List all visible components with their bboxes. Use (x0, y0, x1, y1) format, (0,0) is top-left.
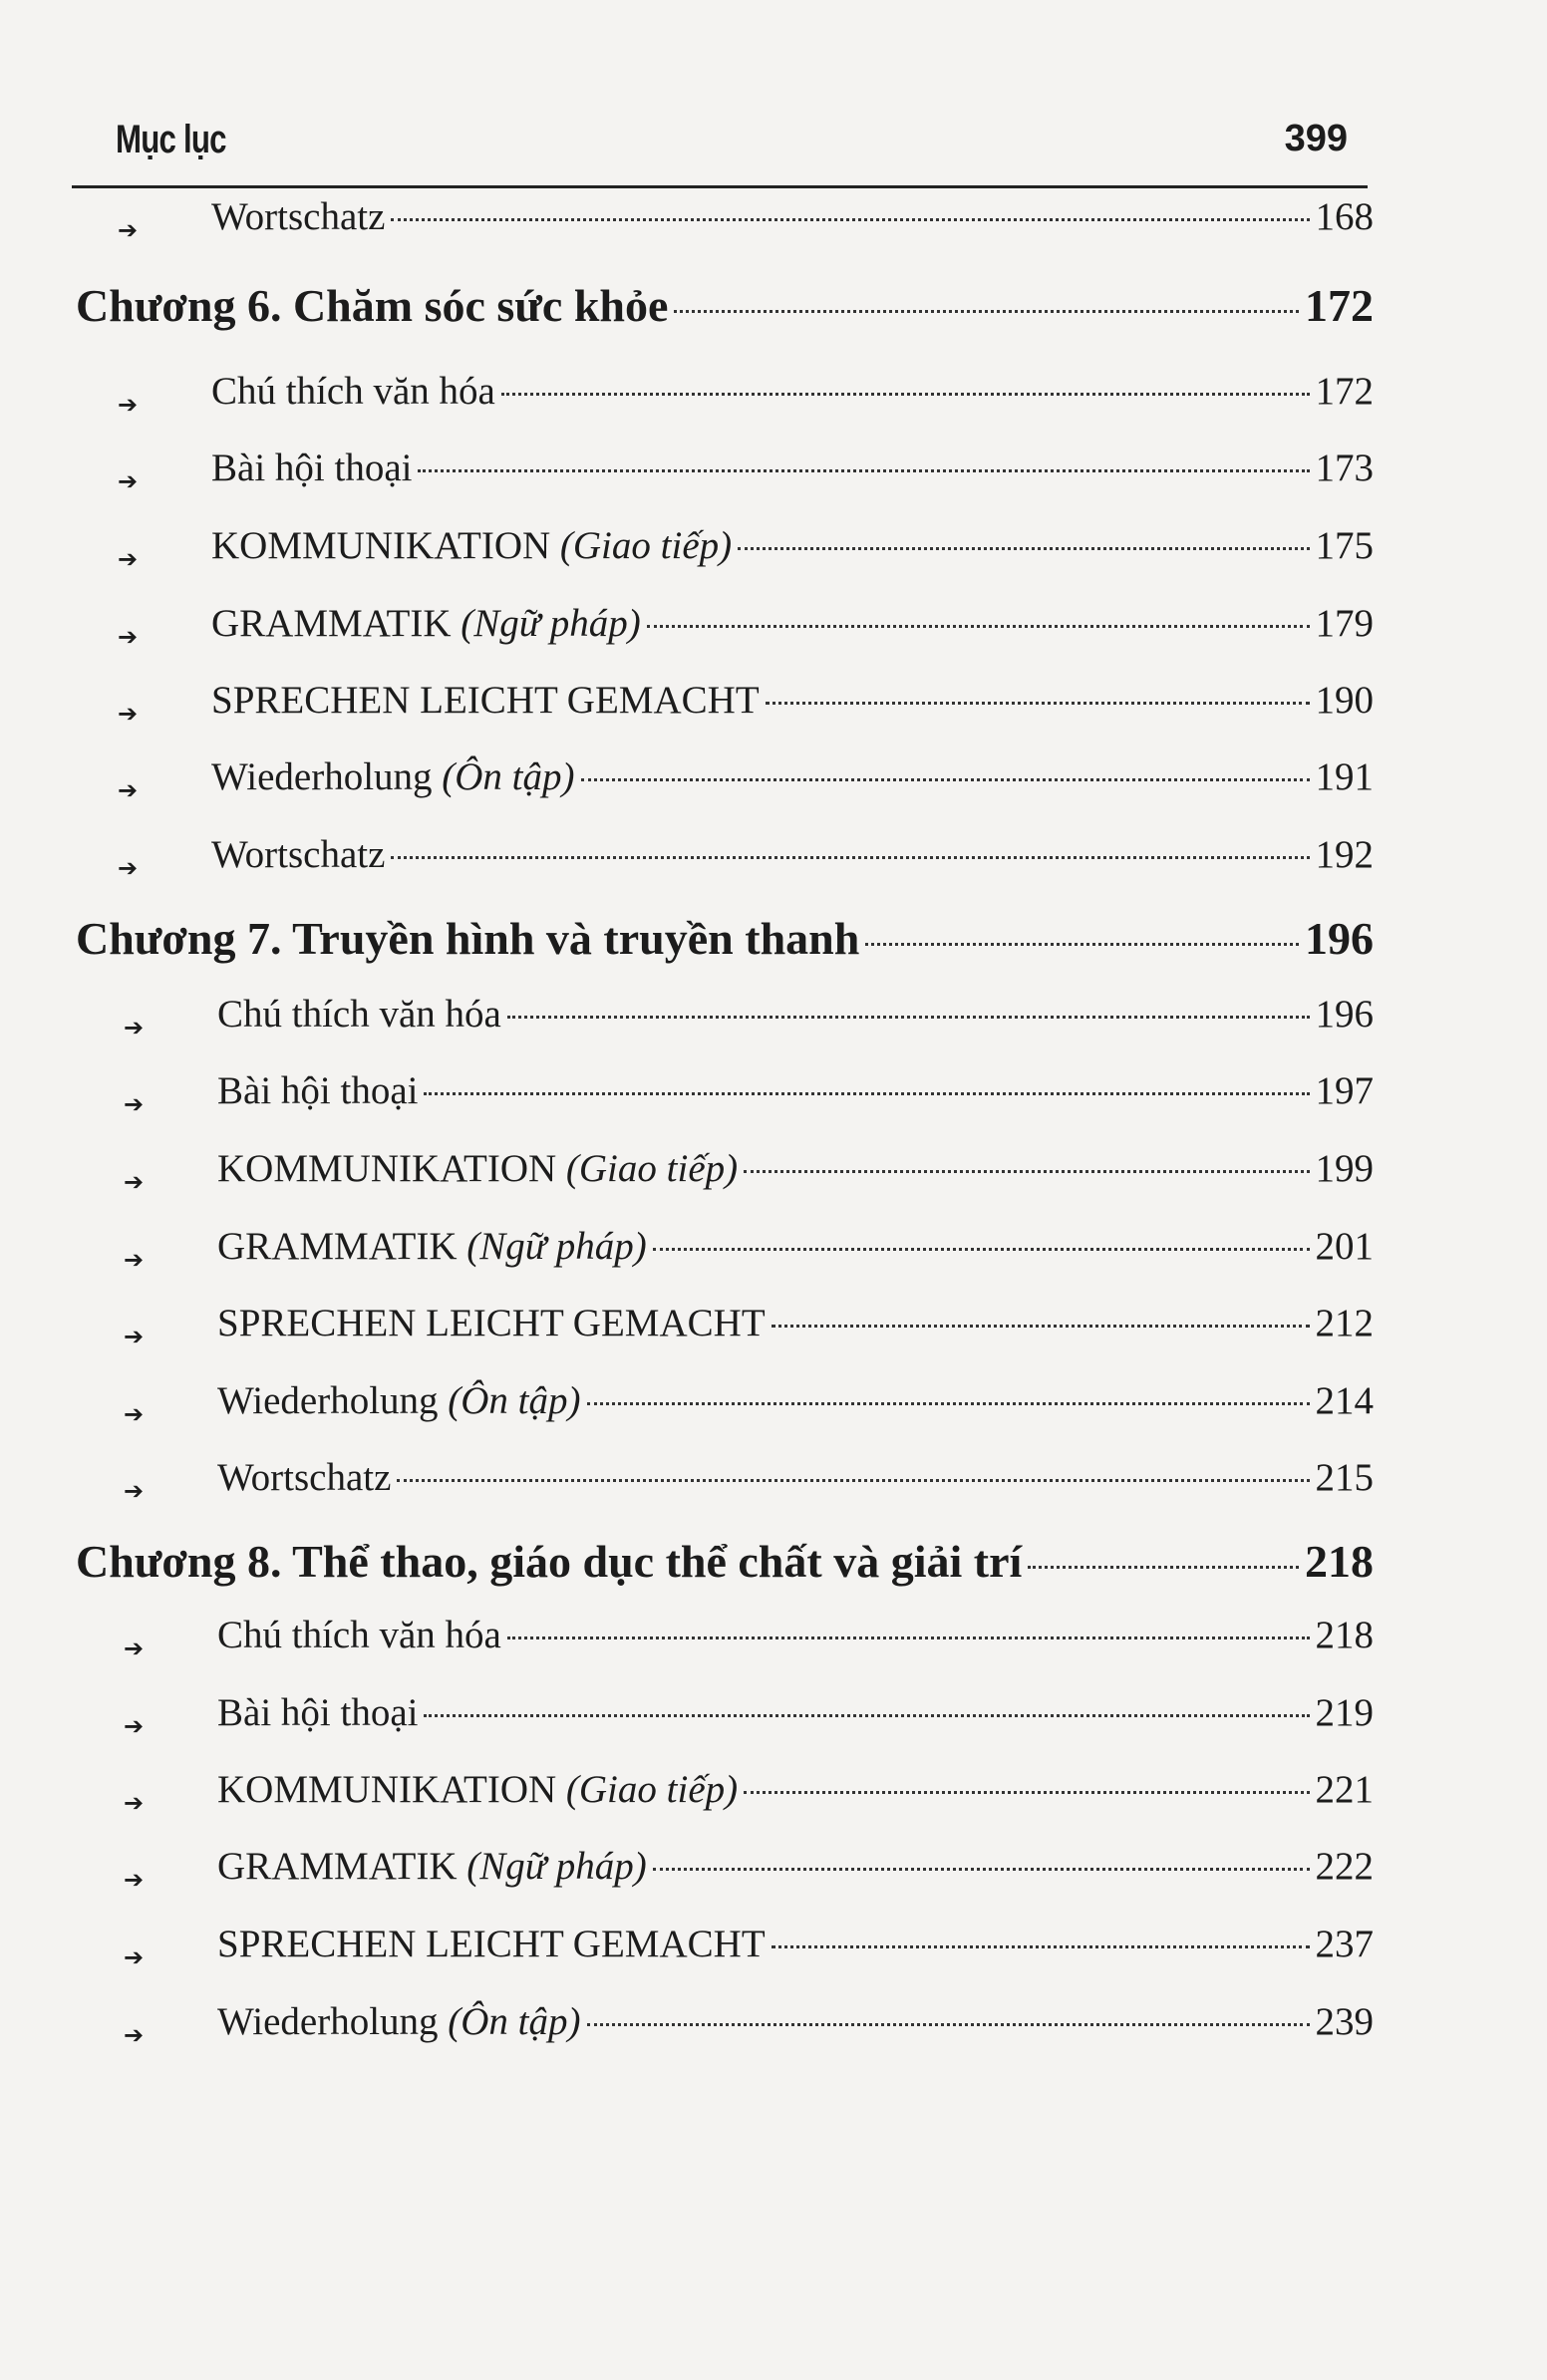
dot-leader (587, 2023, 1310, 2026)
page-number: 199 (1315, 1147, 1374, 1190)
toc-entry (211, 194, 1374, 239)
toc-entry (211, 369, 1374, 414)
toc-entry (211, 754, 1374, 799)
entry-title-text: Chương 8. Thể thao, giáo dục thể chất và giải trí (76, 1536, 1023, 1587)
dot-leader (424, 1714, 1309, 1717)
arrow-bullet-icon: ➔ (118, 216, 139, 244)
entry-title-text: KOMMUNIKATION (211, 524, 551, 567)
entry-title (217, 1301, 766, 1345)
entry-title-text: KOMMUNIKATION (217, 1768, 557, 1811)
entry-title-text: Wiederholung (211, 755, 433, 798)
toc-entry (211, 446, 1374, 490)
arrow-bullet-icon: ➔ (124, 1789, 145, 1817)
arrow-bullet-icon: ➔ (124, 1090, 145, 1118)
arrow-bullet-icon: ➔ (118, 776, 139, 804)
entry-title-text: Wortschatz (211, 833, 386, 876)
entry-title (217, 1455, 391, 1500)
toc-entry (211, 832, 1374, 877)
entry-title (217, 1999, 581, 2044)
entry-title-text: Chương 7. Truyền hình và truyền thanh (76, 913, 860, 964)
entry-title (211, 832, 385, 877)
arrow-bullet-icon: ➔ (118, 545, 139, 573)
dot-leader (391, 856, 1309, 859)
entry-title-text: Wiederholung (217, 1379, 439, 1422)
dot-leader (391, 218, 1309, 221)
entry-title-text: Chương 6. Chăm sóc sức khỏe (76, 280, 669, 331)
toc-entry (217, 1455, 1374, 1500)
page-number: 175 (1315, 524, 1374, 567)
dot-leader (418, 469, 1309, 472)
dot-leader (397, 1479, 1309, 1482)
toc-entry (217, 1378, 1374, 1423)
entry-title (217, 1690, 418, 1735)
header-page-number: 399 (1284, 118, 1348, 159)
toc-entry (217, 1999, 1374, 2044)
toc-entry (217, 1301, 1374, 1345)
toc-chapter (76, 912, 1374, 965)
toc-chapter (76, 1535, 1374, 1588)
toc-entry (217, 1922, 1374, 1966)
toc-entry (217, 1068, 1374, 1113)
entry-note: (Giao tiếp) (565, 1768, 739, 1811)
dot-leader (1028, 1566, 1299, 1569)
toc-entry (217, 1613, 1374, 1657)
page-number: 214 (1315, 1379, 1374, 1422)
entry-title-text: Chú thích văn hóa (217, 1614, 501, 1656)
arrow-bullet-icon: ➔ (118, 700, 139, 728)
entry-title-text: Chú thích văn hóa (211, 370, 495, 413)
entry-title (217, 1613, 501, 1657)
entry-note: (Giao tiếp) (559, 524, 733, 567)
entry-title-text: SPRECHEN LEICHT GEMACHT (217, 1923, 766, 1965)
toc-entry (211, 678, 1374, 723)
page-number: 192 (1315, 833, 1374, 876)
page-number: 222 (1315, 1845, 1374, 1888)
entry-note: (Giao tiếp) (565, 1147, 739, 1190)
entry-title-text: SPRECHEN LEICHT GEMACHT (217, 1302, 766, 1344)
page-number: 168 (1315, 195, 1374, 238)
entry-title-text: GRAMMATIK (211, 602, 452, 645)
entry-title-text: Wortschatz (211, 195, 386, 238)
dot-leader (738, 547, 1309, 550)
toc-entry (217, 1146, 1374, 1191)
entry-title (211, 601, 641, 646)
toc-entry (217, 992, 1374, 1037)
page-number: 196 (1305, 913, 1374, 964)
dot-leader (865, 943, 1299, 946)
dot-leader (507, 1016, 1310, 1019)
page-number: 218 (1305, 1536, 1374, 1587)
entry-title (217, 1068, 418, 1113)
entry-title-text: GRAMMATIK (217, 1845, 458, 1888)
toc-entry (211, 523, 1374, 568)
arrow-bullet-icon: ➔ (124, 1866, 145, 1894)
entry-note: (Ngữ pháp) (466, 1845, 647, 1888)
page-number: 191 (1315, 755, 1374, 798)
arrow-bullet-icon: ➔ (118, 854, 139, 882)
dot-leader (772, 1945, 1310, 1948)
entry-title (217, 992, 501, 1037)
entry-title (217, 1224, 647, 1269)
page-number: 219 (1315, 1691, 1374, 1734)
page-number: 197 (1315, 1069, 1374, 1112)
toc-entry (211, 601, 1374, 646)
running-header (72, 112, 1368, 188)
header-title: Mục lục (116, 118, 226, 161)
arrow-bullet-icon: ➔ (124, 1014, 145, 1041)
entry-title-text: SPRECHEN LEICHT GEMACHT (211, 679, 760, 722)
arrow-bullet-icon: ➔ (124, 1168, 145, 1196)
page-number: 221 (1315, 1768, 1374, 1811)
entry-note: (Ôn tập) (448, 2000, 581, 2043)
entry-title (217, 1922, 766, 1966)
entry-title (211, 194, 385, 239)
entry-title-text: Wortschatz (217, 1456, 392, 1499)
toc-entry (217, 1224, 1374, 1269)
dot-leader (744, 1170, 1309, 1173)
page-number: 190 (1315, 679, 1374, 722)
toc-chapter (76, 279, 1374, 332)
dot-leader (766, 702, 1310, 705)
dot-leader (653, 1868, 1310, 1871)
entry-title (211, 446, 412, 490)
entry-title (217, 1844, 647, 1889)
page-number: 212 (1315, 1302, 1374, 1344)
entry-title-text: Bài hội thoại (211, 446, 413, 489)
chapter-title (76, 912, 859, 965)
toc-entry (217, 1844, 1374, 1889)
entry-note: (Ôn tập) (442, 755, 575, 798)
chapter-title (76, 279, 668, 332)
arrow-bullet-icon: ➔ (118, 467, 139, 495)
entry-title-text: Wiederholung (217, 2000, 439, 2043)
page-number: 201 (1315, 1225, 1374, 1268)
entry-title-text: Bài hội thoại (217, 1691, 419, 1734)
chapter-title (76, 1535, 1022, 1588)
dot-leader (653, 1248, 1310, 1251)
arrow-bullet-icon: ➔ (124, 1635, 145, 1662)
entry-title-text: Bài hội thoại (217, 1069, 419, 1112)
dot-leader (424, 1092, 1309, 1095)
arrow-bullet-icon: ➔ (124, 1400, 145, 1428)
entry-title (211, 523, 732, 568)
entry-title (211, 369, 495, 414)
dot-leader (744, 1791, 1309, 1794)
page-number: 215 (1315, 1456, 1374, 1499)
arrow-bullet-icon: ➔ (124, 1477, 145, 1505)
entry-title-text: KOMMUNIKATION (217, 1147, 557, 1190)
dot-leader (647, 625, 1310, 628)
entry-title (211, 754, 575, 799)
dot-leader (674, 310, 1299, 313)
page-number: 172 (1305, 280, 1374, 331)
arrow-bullet-icon: ➔ (118, 623, 139, 651)
arrow-bullet-icon: ➔ (124, 1246, 145, 1274)
arrow-bullet-icon: ➔ (124, 1712, 145, 1740)
entry-title (211, 678, 760, 723)
page-number: 173 (1315, 446, 1374, 489)
dot-leader (587, 1402, 1310, 1405)
page-number: 218 (1315, 1614, 1374, 1656)
dot-leader (501, 393, 1310, 396)
entry-title (217, 1767, 738, 1812)
arrow-bullet-icon: ➔ (124, 2021, 145, 2049)
dot-leader (581, 778, 1310, 781)
entry-title-text: GRAMMATIK (217, 1225, 458, 1268)
arrow-bullet-icon: ➔ (124, 1943, 145, 1971)
entry-note: (Ngữ pháp) (461, 602, 641, 645)
page-number: 179 (1315, 602, 1374, 645)
toc-entry (217, 1690, 1374, 1735)
page-number: 237 (1315, 1923, 1374, 1965)
entry-title (217, 1378, 581, 1423)
page-number: 172 (1315, 370, 1374, 413)
dot-leader (772, 1325, 1310, 1328)
entry-title (217, 1146, 738, 1191)
entry-note: (Ngữ pháp) (466, 1225, 647, 1268)
entry-note: (Ôn tập) (448, 1379, 581, 1422)
arrow-bullet-icon: ➔ (118, 391, 139, 419)
toc-entry (217, 1767, 1374, 1812)
page-number: 239 (1315, 2000, 1374, 2043)
dot-leader (507, 1636, 1310, 1639)
page-number: 196 (1315, 993, 1374, 1036)
arrow-bullet-icon: ➔ (124, 1323, 145, 1350)
entry-title-text: Chú thích văn hóa (217, 993, 501, 1036)
